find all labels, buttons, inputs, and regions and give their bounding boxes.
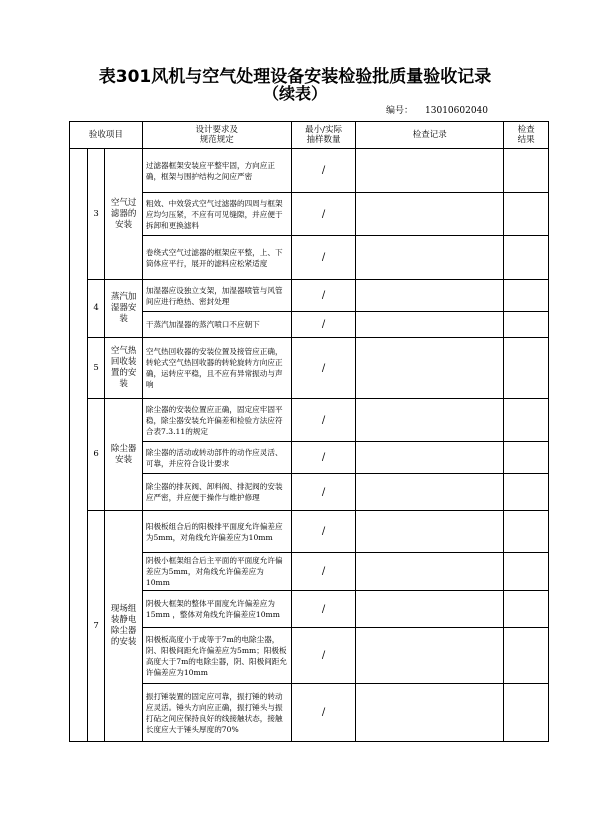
item-number: 4 (87, 280, 105, 338)
check-result-cell[interactable] (504, 442, 549, 474)
item-number: 5 (87, 338, 105, 399)
check-result-cell[interactable] (504, 338, 549, 399)
check-record-cell[interactable] (356, 684, 504, 742)
check-record-cell[interactable] (356, 591, 504, 628)
check-result-cell[interactable] (504, 628, 549, 684)
check-result-cell[interactable] (504, 511, 549, 553)
serial-value: 13010602040 (425, 106, 489, 116)
requirement-text: 干蒸汽加湿器的蒸汽喷口不应朝下 (142, 312, 291, 338)
requirement-text: 阳极板高度小于或等于7m的电除尘器，阴、阳极间距允许偏差应为5mm；阳极板高度大于7m的电除尘器，阴、阳极间距允许偏差应为10mm (142, 628, 291, 684)
page-title: 表301风机与空气处理设备安装检验批质量验收记录 (98, 67, 492, 87)
requirement-text: 阴极小框架组合后主平面的平面度允许偏差应为5mm，对角线允许偏差应为10mm (142, 553, 291, 591)
header-item: 验收项目 (70, 122, 143, 149)
check-result-cell[interactable] (504, 684, 549, 742)
requirement-text: 阳极板组合后的阳极排平面度允许偏差应为5mm，对角线允许偏差应为10mm (142, 511, 291, 553)
header-result: 检查 结果 (504, 122, 549, 149)
check-result-cell[interactable] (504, 399, 549, 442)
requirement-text: 卷绕式空气过滤器的框架应平整，上、下筒体应平行，展开的滤料应松紧适度 (142, 236, 291, 280)
requirement-text: 粗效、中效袋式空气过滤器的四周与框架应均匀压紧，不应有可见缝隙，并应便于拆卸和更换滤料 (142, 193, 291, 236)
item-name: 空气热 回收装 置的安 装 (105, 338, 142, 399)
table-row (70, 511, 549, 553)
table-row (70, 280, 549, 312)
sample-qty: / (291, 684, 356, 742)
check-result-cell[interactable] (504, 193, 549, 236)
item-number: 3 (87, 149, 105, 280)
sample-qty: / (291, 553, 356, 591)
check-result-cell[interactable] (504, 553, 549, 591)
check-result-cell[interactable] (504, 149, 549, 193)
item-name: 现场组 装静电 除尘器 的安装 (105, 511, 142, 742)
check-record-cell[interactable] (356, 628, 504, 684)
sample-qty: / (291, 280, 356, 312)
sample-qty: / (291, 236, 356, 280)
sample-qty: / (291, 442, 356, 474)
sample-qty: / (291, 511, 356, 553)
check-record-cell[interactable] (356, 236, 504, 280)
check-record-cell[interactable] (356, 280, 504, 312)
sample-qty: / (291, 591, 356, 628)
check-result-cell[interactable] (504, 236, 549, 280)
header-qty: 最小/实际 抽样数量 (291, 122, 356, 149)
check-result-cell[interactable] (504, 591, 549, 628)
requirement-text: 过滤器框架安装应平整牢固，方向应正确，框架与围护结构之间应严密 (142, 149, 291, 193)
item-indent-cell (70, 338, 88, 399)
check-record-cell[interactable] (356, 511, 504, 553)
item-indent-cell (70, 280, 88, 338)
check-record-cell[interactable] (356, 442, 504, 474)
check-result-cell[interactable] (504, 312, 549, 338)
item-indent-cell (70, 511, 88, 742)
check-record-cell[interactable] (356, 338, 504, 399)
requirement-text: 振打锤装置的固定应可靠，振打锤的转动应灵活。锤头方向应正确，振打锤头与振打砧之间应保持良好的线接触状态，接触长度应大于锤头厚度的70% (142, 684, 291, 742)
item-name: 蒸汽加 湿器安 装 (105, 280, 142, 338)
check-record-cell[interactable] (356, 149, 504, 193)
inspection-table (69, 121, 549, 742)
requirement-text: 阴极大框架的整体平面度允许偏差应为 15mm ，整体对角线允许偏差应10mm (142, 591, 291, 628)
requirement-text: 空气热回收器的安装位置及接管应正确，转轮式空气热回收器的转轮旋转方向应正确，运转应平稳，且不应有异常振动与声响 (142, 338, 291, 399)
check-record-cell[interactable] (356, 193, 504, 236)
header-requirement: 设计要求及 规范规定 (142, 122, 291, 149)
requirement-text: 除尘器的排灰阀、卸料阀、排泥阀的安装应严密，并应便于操作与维护修理 (142, 474, 291, 511)
check-record-cell[interactable] (356, 553, 504, 591)
requirement-text: 除尘器的活动或转动部件的动作应灵活、可靠，并应符合设计要求 (142, 442, 291, 474)
serial-label: 编号： (386, 106, 414, 116)
item-name: 除尘器 安装 (105, 399, 142, 511)
requirement-text: 除尘器的安装位置应正确，固定应牢固平稳，除尘器安装允许偏差和检验方法应符合表7.3.11的规定 (142, 399, 291, 442)
check-record-cell[interactable] (356, 474, 504, 511)
sample-qty: / (291, 193, 356, 236)
sample-qty: / (291, 312, 356, 338)
item-indent-cell (70, 149, 88, 280)
item-number: 6 (87, 399, 105, 511)
header-record: 检查记录 (356, 122, 504, 149)
check-result-cell[interactable] (504, 474, 549, 511)
sample-qty: / (291, 399, 356, 442)
header-row (70, 122, 549, 149)
item-name: 空气过 滤器的 安装 (105, 149, 142, 280)
serial-number (386, 103, 500, 116)
page-subtitle: （续表） (262, 84, 327, 103)
check-record-cell[interactable] (356, 399, 504, 442)
sample-qty: / (291, 474, 356, 511)
item-number: 7 (87, 511, 105, 742)
table-row (70, 399, 549, 442)
sample-qty: / (291, 149, 356, 193)
item-indent-cell (70, 399, 88, 511)
check-result-cell[interactable] (504, 280, 549, 312)
table-row (70, 338, 549, 399)
check-record-cell[interactable] (356, 312, 504, 338)
table-row (70, 149, 549, 193)
requirement-text: 加湿器应设独立支架，加湿器喷管与风管间应进行绝热、密封处理 (142, 280, 291, 312)
sample-qty: / (291, 338, 356, 399)
sample-qty: / (291, 628, 356, 684)
